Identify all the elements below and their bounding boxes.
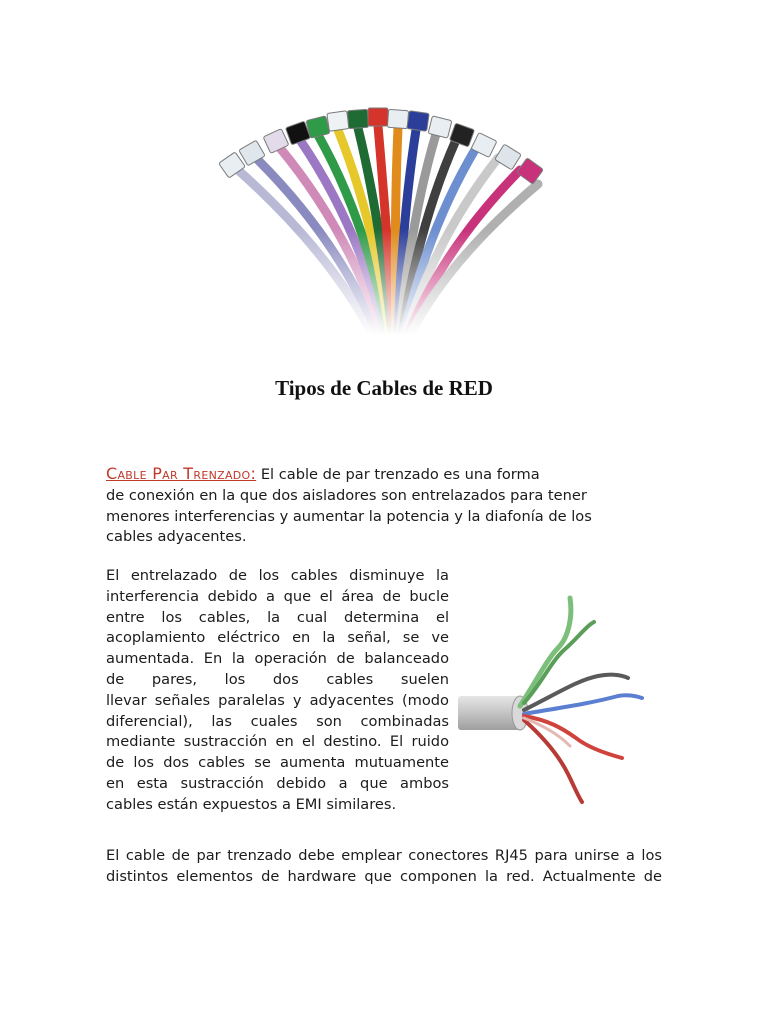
paragraph-line: entre los cables, la cual determina el [106, 608, 449, 626]
paragraph-line: distintos elementos de hardware que componen la red. Actualmente de [106, 867, 662, 885]
paragraph-line: de los dos cables se aumenta mutuamente [106, 754, 449, 772]
paragraph-line: Cable Par Trenzado: El cable de par trenzado es una forma [106, 464, 540, 483]
paragraph-cable-par-trenzado [106, 464, 626, 548]
paragraph-line: acoplamiento eléctrico en la señal, se ve [106, 629, 449, 647]
network-cables-image [208, 100, 560, 335]
twisted-pair-cable-image [458, 588, 654, 810]
paragraph-line: mediante sustracción en el destino. El ruido [106, 733, 449, 751]
paragraph-line: de conexión en la que dos aisladores son entrelazados para tener [106, 486, 587, 504]
section-heading: Cable Par Trenzado: [106, 464, 257, 483]
paragraph-line: aumentada. En la operación de balanceado [106, 650, 449, 668]
paragraph-line: cables adyacentes. [106, 528, 247, 546]
paragraph-line: en esta sustracción debido a que ambos [106, 774, 449, 792]
paragraph-line: interferencia debido a que el área de bucle [106, 587, 449, 605]
paragraph-line: El cable de par trenzado debe emplear conectores RJ45 para unirse a los [106, 847, 662, 864]
paragraph-line: El entrelazado de los cables disminuye la [106, 567, 449, 584]
paragraph-line: diferencial), las cuales son combinadas [106, 712, 449, 730]
document-title: Tipos de Cables de RED [275, 376, 493, 400]
paragraph-line: llevar señales paralelas y adyacentes (modo [106, 691, 449, 709]
paragraph-line: menores interferencias y aumentar la potencia y la diafonía de los [106, 507, 592, 525]
paragraph-line: de pares, los dos cables suelen [106, 670, 449, 688]
paragraph-conectores-rj45 [106, 846, 662, 888]
paragraph-entrelazado [106, 566, 449, 816]
paragraph-line: cables están expuestos a EMI similares. [106, 795, 397, 813]
